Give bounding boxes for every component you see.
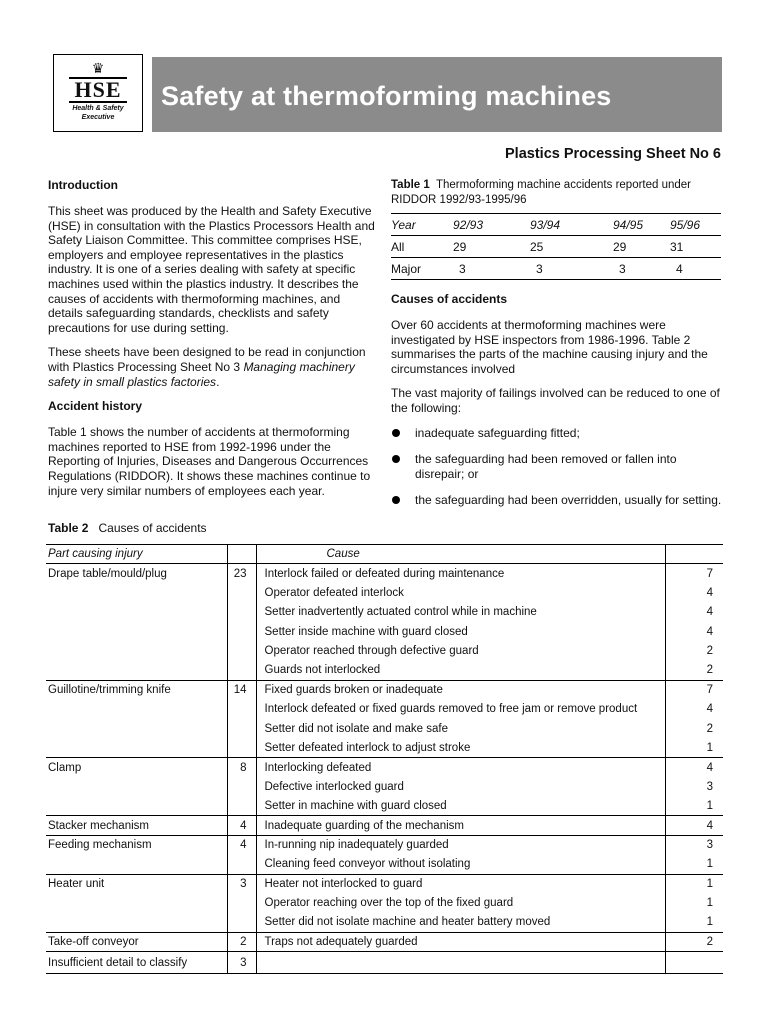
number-cell: 4 xyxy=(665,622,723,641)
cause-cell: Setter defeated interlock to adjust stroke xyxy=(256,738,665,757)
cause-cell: Interlock failed or defeated during maintenance xyxy=(264,567,505,580)
table2 xyxy=(46,544,723,974)
table1-header-cell: 93/94 xyxy=(530,214,613,236)
count-cell: 23 xyxy=(227,564,256,583)
part-cell xyxy=(46,700,227,719)
table2-header-cause: Cause xyxy=(256,545,665,564)
table-row xyxy=(46,855,723,874)
bullet-icon xyxy=(392,429,400,437)
conjunction-period: . xyxy=(216,374,220,389)
count-cell xyxy=(227,603,256,622)
table1-caption xyxy=(391,178,723,207)
table1-header-cell: 92/93 xyxy=(453,214,530,236)
number-cell: 4 xyxy=(665,816,723,835)
count-cell: 3 xyxy=(227,874,256,893)
cause-cell: Operator reaching over the top of the fixed guard xyxy=(264,897,514,910)
cause-cell: Fixed guards broken or inadequate xyxy=(264,684,443,697)
table-row xyxy=(46,894,723,913)
count-cell xyxy=(227,583,256,602)
accident-history-paragraph: Table 1 shows the number of accidents at thermoforming machines reported to HSE from 1992-1996 under the Reporting of Injuries, Diseases and Dangerous Occurrences Regulations (RIDDOR). It shows these machines continue to injure very similar numbers of employees each year. xyxy=(48,425,371,498)
cause-cell: Heater not interlocked to guard xyxy=(264,878,423,891)
table1 xyxy=(391,213,721,280)
part-cell: Heater unit xyxy=(48,878,105,891)
table-row xyxy=(46,952,723,974)
number-cell: 2 xyxy=(665,641,723,660)
table-row xyxy=(391,258,721,280)
table2-header-part: Part causing injury xyxy=(46,545,227,564)
table1-header-cell: Year xyxy=(391,214,453,236)
cause-cell: Guards not interlocked xyxy=(256,661,665,680)
count-cell xyxy=(227,855,256,874)
count-cell xyxy=(227,777,256,796)
list-item-text: the safeguarding had been removed or fallen into disrepair; or xyxy=(415,452,677,481)
number-cell: 2 xyxy=(665,932,723,951)
bullet-icon xyxy=(392,496,400,504)
count-cell xyxy=(227,797,256,816)
table-row xyxy=(46,583,723,602)
count-cell xyxy=(227,641,256,660)
failings-list xyxy=(391,426,723,508)
table1-header-row xyxy=(391,214,721,236)
part-cell xyxy=(46,797,227,816)
cause-cell: Inadequate guarding of the mechanism xyxy=(256,816,665,835)
number-cell: 7 xyxy=(665,680,723,699)
cause-cell: Operator defeated interlock xyxy=(264,586,404,599)
logo-subtitle-line1: Health & Safety xyxy=(72,105,124,112)
table2-body xyxy=(46,545,723,974)
part-cell: Guillotine/trimming knife xyxy=(48,684,171,697)
failings-paragraph: The vast majority of failings involved can be reduced to one of the following: xyxy=(391,386,720,415)
number-cell: 4 xyxy=(665,583,723,602)
number-cell: 2 xyxy=(665,661,723,680)
part-cell: Insufficient detail to classify xyxy=(46,952,227,974)
list-item-text: inadequate safeguarding fitted; xyxy=(415,425,580,440)
table-row xyxy=(46,661,723,680)
conjunction-text: These sheets have been designed to be read in conjunction with Plastics Processing Sheet No 3 xyxy=(48,345,366,374)
count-cell: 8 xyxy=(227,758,256,777)
logo-abbr: HSE xyxy=(69,77,127,103)
logo-subtitle-line2: Executive xyxy=(81,114,115,121)
number-cell: 4 xyxy=(665,758,723,777)
count-cell xyxy=(227,700,256,719)
title-banner xyxy=(152,57,722,132)
cause-cell: Setter inside machine with guard closed xyxy=(264,625,468,638)
count-cell: 4 xyxy=(227,835,256,854)
table1-cell: 31 xyxy=(670,236,721,258)
table2-caption-text: Causes of accidents xyxy=(98,521,207,535)
crown-icon: ♛ xyxy=(91,60,105,76)
number-cell: 1 xyxy=(665,738,723,757)
referenced-title: Managing machinery safety in small plastics factories xyxy=(48,359,355,389)
cause-cell: Traps not adequately guarded xyxy=(256,932,665,951)
count-cell: 2 xyxy=(227,932,256,951)
cause-cell: Setter inadvertently actuated control while in machine xyxy=(264,606,537,619)
page-title: Safety at thermoforming machines xyxy=(161,81,612,111)
sheet-number: Plastics Processing Sheet No 6 xyxy=(505,146,721,162)
table1-cell: 4 xyxy=(670,258,721,280)
logo-subtitle xyxy=(54,104,142,122)
cause-cell: In-running nip inadequately guarded xyxy=(264,839,449,852)
number-cell: 1 xyxy=(665,855,723,874)
table1-caption-text: Thermoforming machine accidents reported under RIDDOR 1992/93-1995/96 xyxy=(391,179,692,206)
cause-cell: Interlock defeated or fixed guards removed to free jam or remove product xyxy=(264,703,638,716)
count-cell xyxy=(227,738,256,757)
part-cell xyxy=(46,913,227,932)
introduction-paragraph: This sheet was produced by the Health and Safety Executive (HSE) in consultation with the Plastics Processors Health and Safety Liaison Committee. This committee comprises HSE, employers and employee representatives in the plastics industry. It is one of a series dealing with safety at specific machines used within the plastics industry. It describes the causes of accidents with thermoforming machines, and details safeguarding standards, checklists and safety precautions for use during setting. xyxy=(48,204,375,335)
part-cell: Clamp xyxy=(48,761,82,774)
part-cell xyxy=(46,661,227,680)
table-row xyxy=(46,738,723,757)
number-cell: 3 xyxy=(665,777,723,796)
number-cell: 4 xyxy=(665,700,723,719)
part-cell xyxy=(46,622,227,641)
count-cell: 14 xyxy=(227,680,256,699)
table-row xyxy=(46,797,723,816)
count-cell xyxy=(227,913,256,932)
number-cell: 1 xyxy=(665,913,723,932)
table2-header-number xyxy=(665,545,723,564)
left-column xyxy=(48,178,378,508)
part-cell: Stacker mechanism xyxy=(46,816,227,835)
count-cell xyxy=(227,622,256,641)
list-item xyxy=(391,426,723,441)
introduction-heading: Introduction xyxy=(48,178,118,192)
part-cell xyxy=(46,777,227,796)
table1-header-cell: 95/96 xyxy=(670,214,721,236)
number-cell: 3 xyxy=(665,835,723,854)
table2-header-row xyxy=(46,545,723,564)
table1-cell: 29 xyxy=(613,236,670,258)
table-row xyxy=(46,564,723,583)
count-cell xyxy=(227,894,256,913)
number-cell xyxy=(665,952,723,974)
accident-history-heading: Accident history xyxy=(48,399,143,414)
table-row xyxy=(46,680,723,699)
part-cell: Take-off conveyor xyxy=(46,932,227,951)
right-column xyxy=(391,178,723,520)
list-item xyxy=(391,493,723,508)
table-row xyxy=(46,777,723,796)
table-row xyxy=(46,758,723,777)
cause-cell: Interlocking defeated xyxy=(264,761,372,774)
count-cell xyxy=(227,661,256,680)
cause-cell: Setter in machine with guard closed xyxy=(256,797,665,816)
table2-caption xyxy=(48,521,207,535)
number-cell: 1 xyxy=(665,894,723,913)
table-row xyxy=(46,913,723,932)
table2-header-count xyxy=(227,545,256,564)
number-cell: 7 xyxy=(665,564,723,583)
table1-header-cell: 94/95 xyxy=(613,214,670,236)
part-cell xyxy=(46,603,227,622)
list-item-text: the safeguarding had been overridden, usually for setting. xyxy=(415,493,722,508)
count-cell: 3 xyxy=(227,952,256,974)
table1-cell: 3 xyxy=(613,258,670,280)
table-row xyxy=(46,816,723,835)
part-cell xyxy=(46,583,227,602)
number-cell: 1 xyxy=(665,797,723,816)
part-cell xyxy=(46,855,227,874)
table-row xyxy=(46,641,723,660)
table-row xyxy=(46,874,723,893)
table1-cell: 25 xyxy=(530,236,613,258)
table-row xyxy=(391,236,721,258)
table1-cell: 29 xyxy=(453,236,530,258)
cause-cell: Operator reached through defective guard xyxy=(264,645,479,658)
cause-cell: Cleaning feed conveyor without isolating xyxy=(256,855,665,874)
count-cell xyxy=(227,719,256,738)
table-row xyxy=(46,932,723,951)
number-cell: 2 xyxy=(665,719,723,738)
table-row xyxy=(46,700,723,719)
part-cell xyxy=(46,738,227,757)
list-item xyxy=(391,452,723,481)
hse-logo xyxy=(53,54,143,132)
causes-paragraph: Over 60 accidents at thermoforming machines were investigated by HSE inspectors from 1986-1996. Table 2 summarises the parts of the machine causing injury and the circumstances involved xyxy=(391,318,708,376)
table-row xyxy=(46,603,723,622)
count-cell: 4 xyxy=(227,816,256,835)
table1-label: Table 1 xyxy=(391,179,430,191)
table1-cell: 3 xyxy=(453,258,530,280)
table-row xyxy=(46,719,723,738)
cause-cell: Setter did not isolate and make safe xyxy=(264,722,448,735)
number-cell: 4 xyxy=(665,603,723,622)
bullet-icon xyxy=(392,455,400,463)
part-cell xyxy=(46,641,227,660)
number-cell: 1 xyxy=(665,874,723,893)
part-cell: Feeding mechanism xyxy=(48,839,152,852)
cause-cell: Defective interlocked guard xyxy=(264,780,404,793)
table1-cell: 3 xyxy=(530,258,613,280)
table-row xyxy=(46,835,723,854)
part-cell: Drape table/mould/plug xyxy=(48,567,167,580)
part-cell xyxy=(46,894,227,913)
table1-cell: Major xyxy=(391,258,453,280)
conjunction-paragraph xyxy=(48,345,378,389)
part-cell xyxy=(46,719,227,738)
causes-heading: Causes of accidents xyxy=(391,292,508,306)
table2-label: Table 2 xyxy=(48,521,89,535)
cause-cell xyxy=(256,952,665,974)
table1-cell: All xyxy=(391,236,453,258)
cause-cell: Setter did not isolate machine and heater battery moved xyxy=(256,913,665,932)
table-row xyxy=(46,622,723,641)
